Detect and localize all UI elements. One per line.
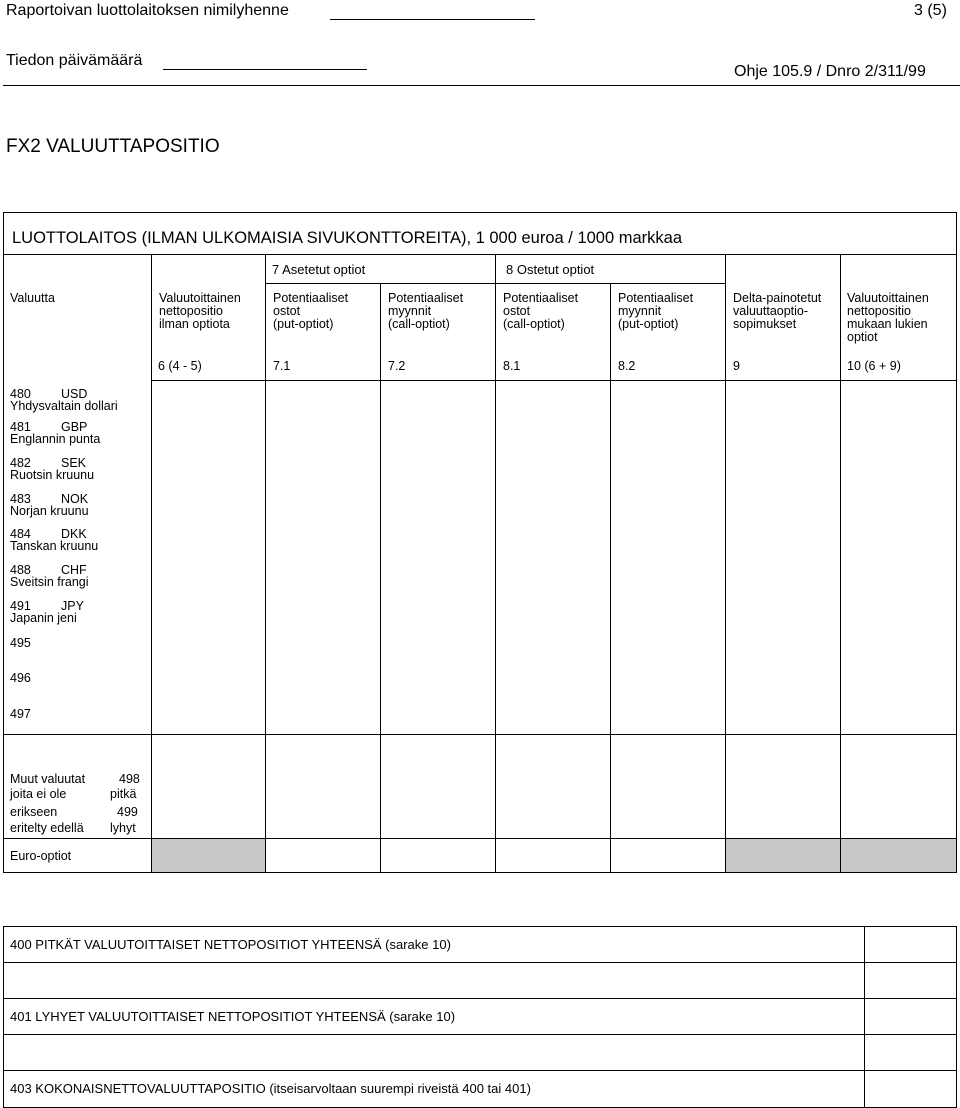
totals-rule-3: [3, 1034, 957, 1035]
body-bottom-rule: [3, 734, 957, 735]
group-header-written: 7 Asetetut optiot: [272, 262, 366, 277]
row-currency: GBP: [61, 420, 88, 434]
row-currency: JPY: [61, 599, 84, 613]
col-number-10: 10 (6 + 9): [847, 359, 901, 373]
totals-rule-2: [3, 998, 957, 999]
reference-number: Ohje 105.9 / Dnro 2/311/99: [734, 63, 926, 80]
total-403-label: 403 KOKONAISNETTOVALUUTTAPOSITIO (itseisarvoltaan suurempi riveistä 400 tai 401): [10, 1081, 531, 1096]
row-currency-name: Ruotsin kruunu: [10, 468, 95, 482]
col-number-9: 9: [733, 359, 740, 373]
row-code: 482: [10, 456, 31, 470]
entry-column-9[interactable]: [726, 381, 840, 734]
euro-shaded-cell-9: [726, 839, 840, 872]
row-currency: USD: [61, 387, 88, 401]
total-403-value[interactable]: [865, 1071, 956, 1107]
row-currency-name: Tanskan kruunu: [10, 539, 99, 553]
entry-column-7-1[interactable]: [266, 381, 380, 734]
entry-column-8-2[interactable]: [611, 381, 725, 734]
row-code: 496: [10, 671, 31, 685]
row-currency-name: Englannin punta: [10, 432, 101, 446]
title-row-rule: [3, 254, 957, 255]
header-rule: [3, 85, 960, 86]
col-number-8-2: 8.2: [618, 359, 636, 373]
institution-field[interactable]: [330, 19, 535, 20]
form-title: FX2 VALUUTTAPOSITIO: [6, 136, 220, 157]
entry-column-10[interactable]: [841, 381, 956, 734]
institution-label: Raportoivan luottolaitoksen nimilyhenne: [6, 2, 289, 19]
col-number-7-2: 7.2: [388, 359, 406, 373]
total-400-label: 400 PITKÄT VALUUTOITTAISET NETTOPOSITIOT YHTEENSÄ (sarake 10): [10, 937, 451, 952]
date-label: Tiedon päivämäärä: [6, 52, 143, 69]
row-currency-name: Yhdysvaltain dollari: [10, 399, 118, 413]
row-code: 491: [10, 599, 31, 613]
euro-shaded-cell-10: [841, 839, 956, 872]
row-code: 483: [10, 492, 31, 506]
row-currency: SEK: [61, 456, 87, 470]
total-401-value[interactable]: [865, 999, 956, 1034]
col-number-7-1: 7.1: [273, 359, 291, 373]
col-number-6: 6 (4 - 5): [158, 359, 202, 373]
euro-options-label: Euro-optiot: [10, 849, 72, 863]
row-code: 488: [10, 563, 31, 577]
row-currency-name: Japanin jeni: [10, 611, 77, 625]
row-code: 497: [10, 707, 31, 721]
row-code: 481: [10, 420, 31, 434]
row-currency: CHF: [61, 563, 87, 577]
euro-shaded-cell-6: [152, 839, 265, 872]
row-code: 484: [10, 527, 31, 541]
total-401-label: 401 LYHYET VALUUTOITTAISET NETTOPOSITIOT YHTEENSÄ (sarake 10): [10, 1009, 456, 1024]
col-number-8-1: 8.1: [503, 359, 521, 373]
section-title: LUOTTOLAITOS (ILMAN ULKOMAISIA SIVUKONTTOREITA), 1 000 euroa / 1000 markkaa: [12, 229, 683, 247]
entry-column-6[interactable]: [152, 381, 265, 734]
entry-column-7-2[interactable]: [381, 381, 495, 734]
page-number: 3 (5): [914, 2, 947, 19]
totals-rule-1: [3, 962, 957, 963]
row-currency-name: Norjan kruunu: [10, 504, 89, 518]
col-header-currency: Valuutta: [10, 291, 55, 305]
entry-column-8-1[interactable]: [496, 381, 610, 734]
date-field[interactable]: [163, 69, 367, 70]
total-400-value[interactable]: [865, 927, 956, 962]
totals-rule-4: [3, 1070, 957, 1071]
group-header-purchased: 8 Ostetut optiot: [506, 262, 595, 277]
row-currency-name: Sveitsin frangi: [10, 575, 89, 589]
row-code: 480: [10, 387, 31, 401]
row-currency: NOK: [61, 492, 89, 506]
row-currency: DKK: [61, 527, 87, 541]
row-code: 495: [10, 636, 31, 650]
